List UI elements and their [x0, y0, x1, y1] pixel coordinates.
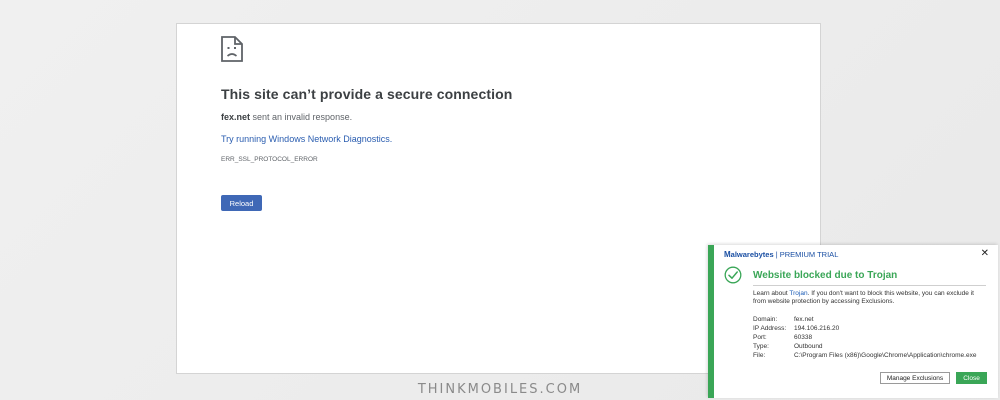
- detail-row: [753, 315, 976, 324]
- error-code: ERR_SSL_PROTOCOL_ERROR: [221, 156, 318, 163]
- manage-exclusions-button[interactable]: Manage Exclusions: [880, 372, 950, 384]
- error-title: This site can’t provide a secure connection: [221, 86, 513, 102]
- detail-row: [753, 342, 976, 351]
- error-description-text: sent an invalid response.: [250, 112, 353, 122]
- message-prefix: Learn about: [753, 290, 790, 297]
- check-circle-icon: [724, 266, 742, 284]
- close-button[interactable]: Close: [956, 372, 987, 384]
- detail-row: [753, 333, 976, 342]
- detail-key: Port:: [753, 334, 767, 341]
- reload-button[interactable]: Reload: [221, 195, 262, 211]
- detail-row: [753, 324, 976, 333]
- brand-suffix: | PREMIUM TRIAL: [773, 250, 839, 259]
- malwarebytes-logo: [724, 250, 838, 259]
- close-icon[interactable]: ✕: [980, 248, 989, 259]
- error-description: [221, 112, 352, 122]
- network-diagnostics-link[interactable]: Try running Windows Network Diagnostics.: [221, 134, 393, 144]
- popup-divider: [753, 285, 986, 286]
- detail-key: IP Address:: [753, 325, 787, 332]
- detail-value: fex.net: [794, 316, 814, 323]
- block-details: [753, 315, 976, 360]
- brand-mark: M: [724, 250, 731, 259]
- detail-key: Type:: [753, 343, 769, 350]
- trojan-link[interactable]: Trojan: [789, 290, 808, 297]
- brand-name: alwarebytes: [730, 250, 774, 259]
- detail-value: 60338: [794, 334, 813, 341]
- popup-title: Website blocked due to Trojan: [753, 270, 898, 281]
- detail-row: [753, 351, 976, 360]
- popup-message: [753, 290, 985, 305]
- sad-page-icon: [221, 36, 243, 62]
- detail-key: Domain:: [753, 316, 778, 323]
- watermark: THINKMOBILES.COM: [417, 382, 583, 397]
- detail-value: Outbound: [794, 343, 823, 350]
- detail-value: C:\Program Files (x86)\Google\Chrome\Application\chrome.exe: [794, 352, 977, 359]
- browser-error-page: [176, 23, 989, 382]
- error-domain: fex.net: [221, 112, 251, 122]
- malwarebytes-popup: [708, 245, 998, 398]
- detail-value: 194.106.216.20: [794, 325, 840, 332]
- message-suffix: . If you don't want to block this website, you can exclude it from website protection by accessing Exclusions.: [753, 290, 974, 305]
- detail-key: File:: [753, 352, 766, 359]
